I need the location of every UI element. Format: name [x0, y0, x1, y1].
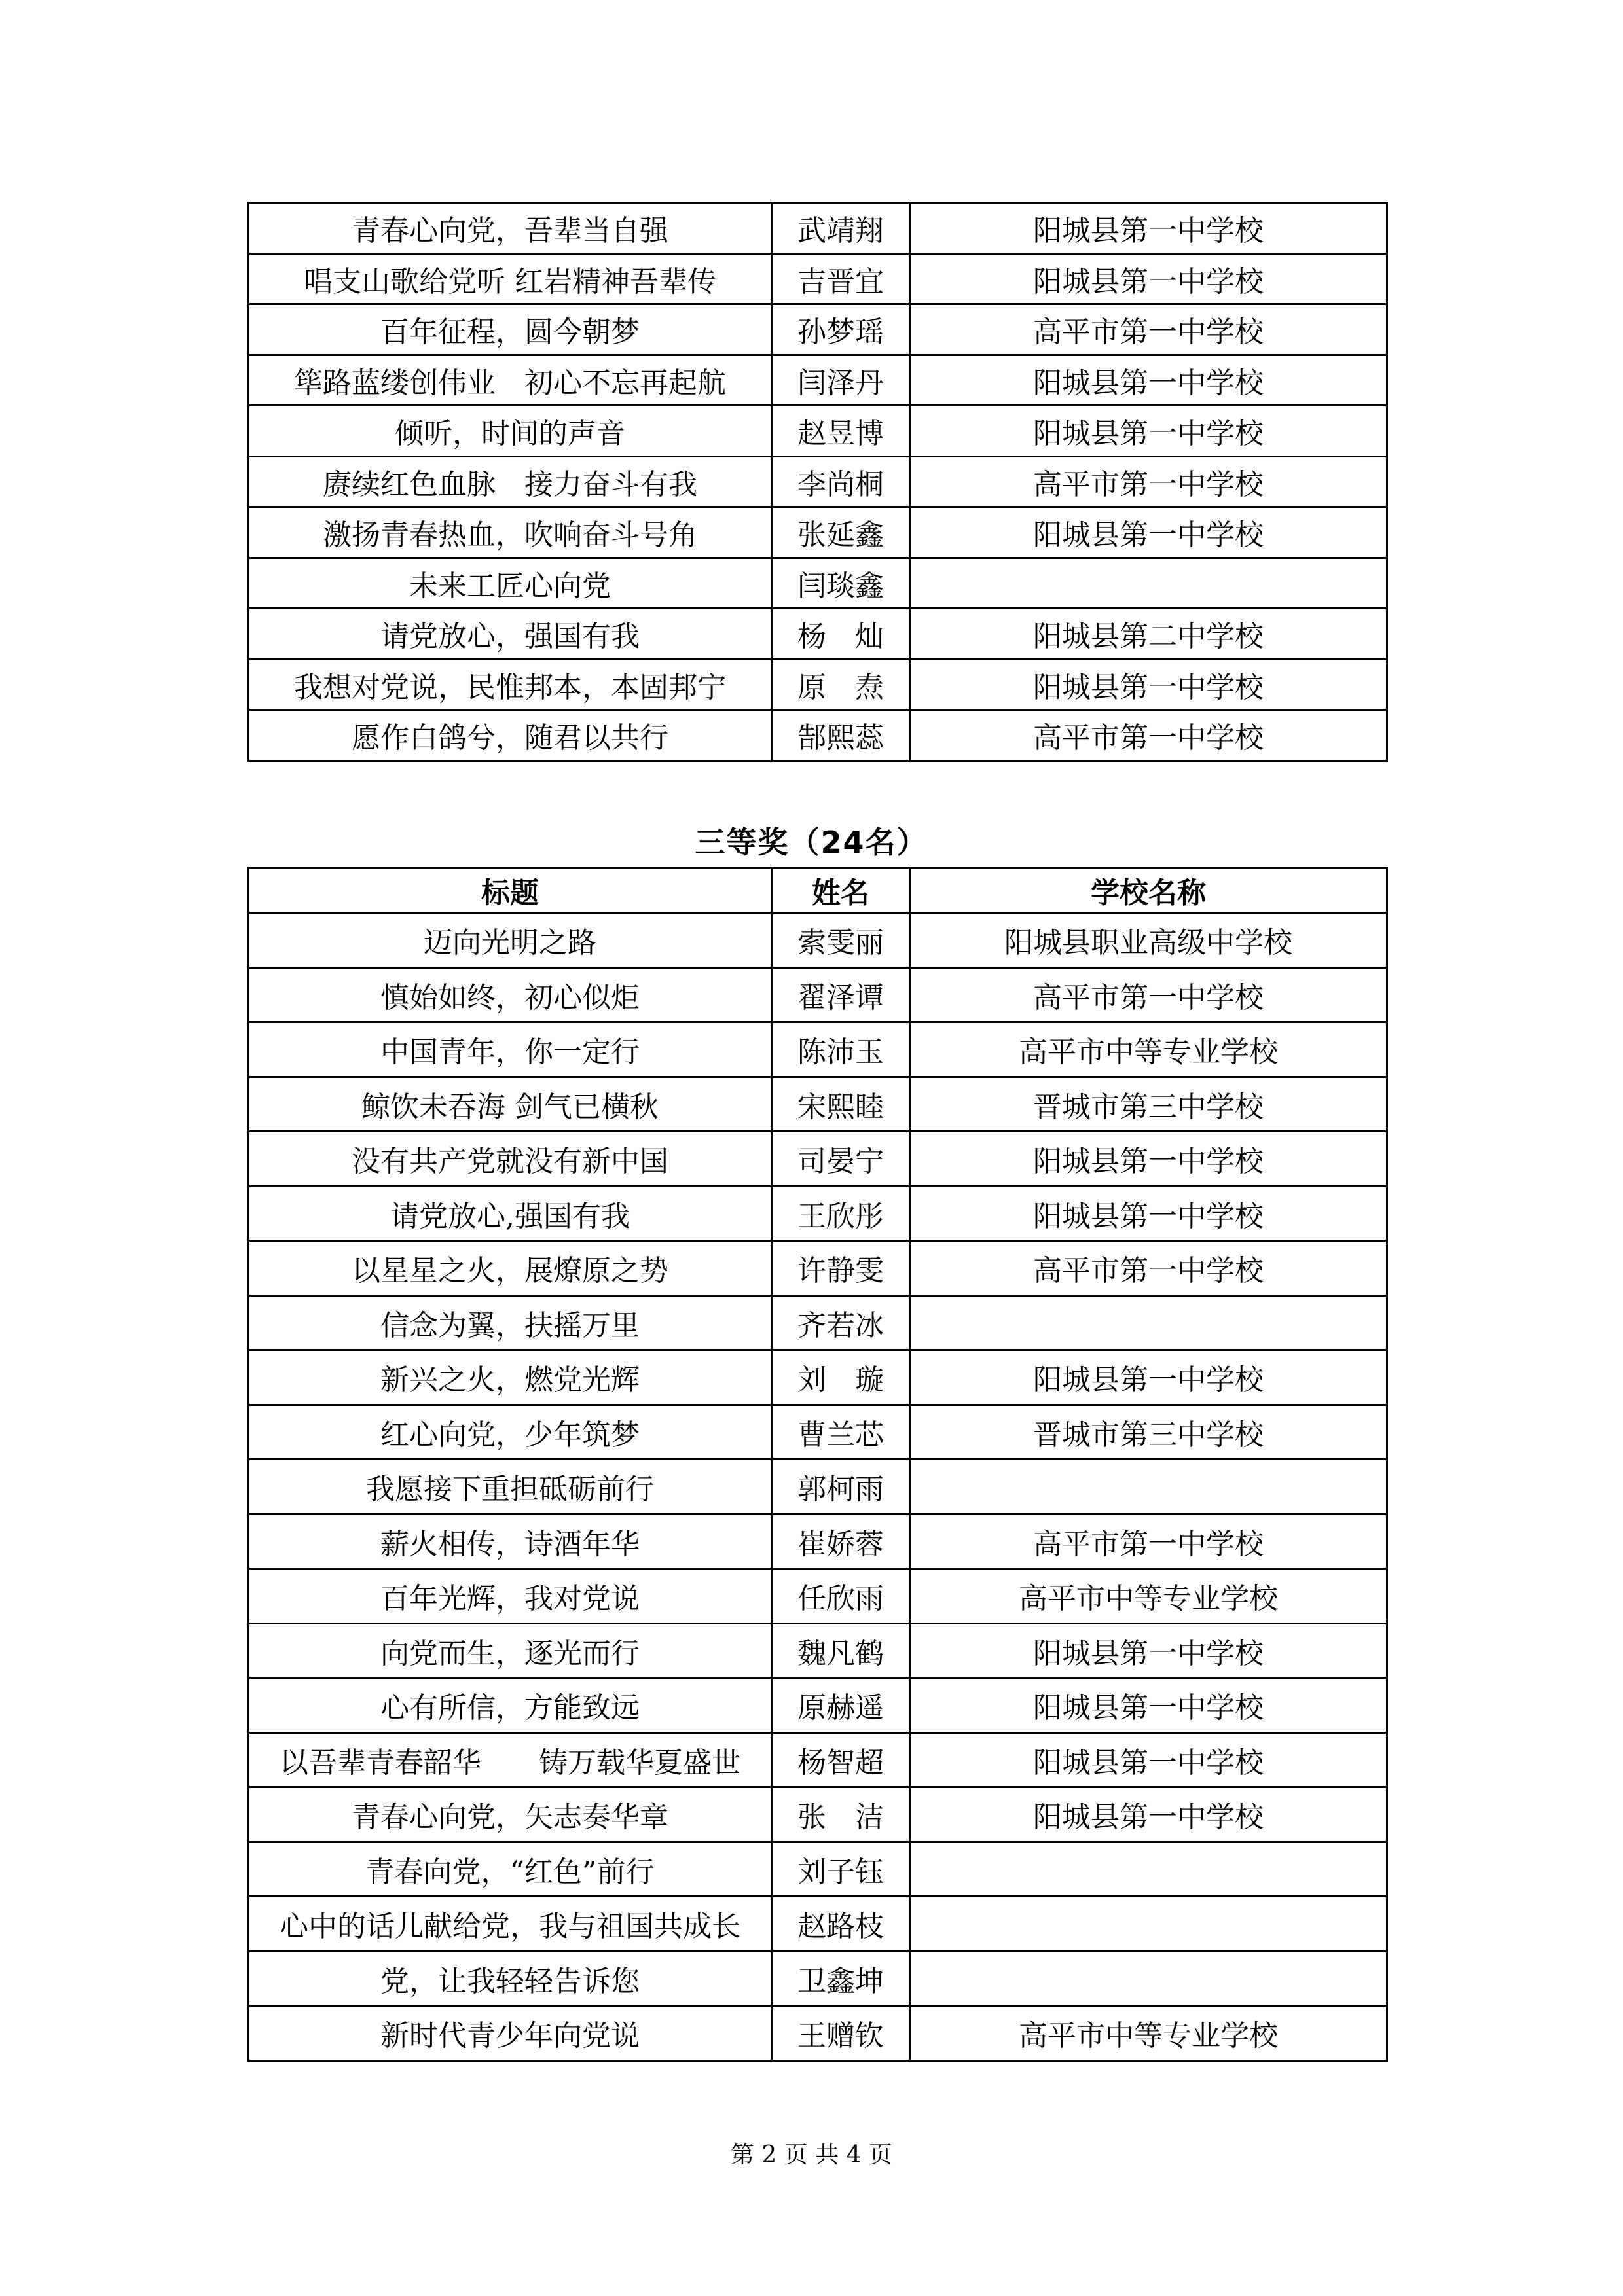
cell-name: 赵昱博 — [772, 406, 910, 457]
cell-school: 阳城县第一中学校 — [910, 253, 1387, 304]
table-row — [249, 659, 1387, 710]
table-row — [249, 1951, 1387, 2006]
cell-school — [910, 1897, 1387, 1952]
cell-school: 高平市第一中学校 — [910, 456, 1387, 507]
table-row — [249, 1678, 1387, 1733]
cell-school — [910, 1460, 1387, 1515]
cell-name: 郜熙蕊 — [772, 710, 910, 761]
table-row — [249, 203, 1387, 254]
cell-name: 刘子钰 — [772, 1842, 910, 1897]
cell-title: 以星星之火，展燎原之势 — [249, 1241, 772, 1296]
page-footer: 第 2 页 共 4 页 — [730, 2142, 893, 2168]
cell-school: 高平市中等专业学校 — [910, 1022, 1387, 1077]
cell-name: 翟泽谭 — [772, 967, 910, 1022]
cell-title: 筚路蓝缕创伟业 初心不忘再起航 — [249, 355, 772, 406]
cell-name: 许静雯 — [772, 1241, 910, 1296]
cell-school — [910, 558, 1387, 609]
cell-title: 唱支山歌给党听 红岩精神吾辈传 — [249, 253, 772, 304]
cell-name: 齐若冰 — [772, 1295, 910, 1350]
cell-name: 曹兰芯 — [772, 1405, 910, 1460]
cell-school: 阳城县第一中学校 — [910, 659, 1387, 710]
cell-title: 信念为翼，扶摇万里 — [249, 1295, 772, 1350]
cell-name: 崔娇蓉 — [772, 1514, 910, 1569]
cell-title: 激扬青春热血，吹响奋斗号角 — [249, 507, 772, 558]
table-row — [249, 1022, 1387, 1077]
cell-name: 闫琰鑫 — [772, 558, 910, 609]
award-table-continued — [247, 202, 1388, 762]
cell-school: 阳城县第一中学校 — [910, 1186, 1387, 1241]
cell-school: 晋城市第三中学校 — [910, 1405, 1387, 1460]
cell-title: 迈向光明之路 — [249, 913, 772, 968]
cell-title: 倾听，时间的声音 — [249, 406, 772, 457]
table-row — [249, 1623, 1387, 1678]
cell-school: 高平市第一中学校 — [910, 967, 1387, 1022]
table-row — [249, 967, 1387, 1022]
table-row — [249, 1186, 1387, 1241]
cell-title: 慎始如终，初心似炬 — [249, 967, 772, 1022]
cell-name: 张 洁 — [772, 1787, 910, 1842]
cell-title: 我想对党说，民惟邦本，本固邦宁 — [249, 659, 772, 710]
cell-title: 以吾辈青春韶华 铸万载华夏盛世 — [249, 1732, 772, 1787]
table-row — [249, 456, 1387, 507]
cell-title: 我愿接下重担砥砺前行 — [249, 1460, 772, 1515]
cell-school: 阳城县第一中学校 — [910, 507, 1387, 558]
third-prize-table — [247, 867, 1388, 2062]
cell-title: 青春向党，“红色”前行 — [249, 1842, 772, 1897]
cell-school: 高平市第一中学校 — [910, 1241, 1387, 1296]
cell-school: 高平市中等专业学校 — [910, 2006, 1387, 2061]
table-row — [249, 1569, 1387, 1624]
cell-school: 阳城县第一中学校 — [910, 1732, 1387, 1787]
table-row — [249, 1514, 1387, 1569]
cell-title: 请党放心,强国有我 — [249, 1186, 772, 1241]
cell-school: 高平市第一中学校 — [910, 304, 1387, 355]
cell-name: 闫泽丹 — [772, 355, 910, 406]
cell-title: 红心向党，少年筑梦 — [249, 1405, 772, 1460]
table-row — [249, 710, 1387, 761]
table-row — [249, 2006, 1387, 2061]
table-row — [249, 1897, 1387, 1952]
cell-name: 杨 灿 — [772, 609, 910, 660]
table-row — [249, 253, 1387, 304]
cell-name: 李尚桐 — [772, 456, 910, 507]
cell-title: 请党放心，强国有我 — [249, 609, 772, 660]
cell-name: 原赫遥 — [772, 1678, 910, 1733]
cell-school: 晋城市第三中学校 — [910, 1077, 1387, 1132]
cell-name: 赵路枝 — [772, 1897, 910, 1952]
cell-name: 郭柯雨 — [772, 1460, 910, 1515]
cell-name: 刘 璇 — [772, 1350, 910, 1405]
cell-school: 阳城县第一中学校 — [910, 203, 1387, 254]
cell-school: 阳城县第一中学校 — [910, 1132, 1387, 1187]
cell-name: 吉晋宜 — [772, 253, 910, 304]
cell-name: 陈沛玉 — [772, 1022, 910, 1077]
cell-school: 阳城县第一中学校 — [910, 1678, 1387, 1733]
header-name: 姓名 — [772, 868, 910, 913]
cell-school — [910, 1842, 1387, 1897]
cell-school: 阳城县第一中学校 — [910, 355, 1387, 406]
third-prize-table-body — [249, 913, 1387, 2061]
cell-name: 杨智超 — [772, 1732, 910, 1787]
cell-name: 武靖翔 — [772, 203, 910, 254]
table-row — [249, 1132, 1387, 1187]
cell-school: 阳城县第一中学校 — [910, 406, 1387, 457]
table-row — [249, 1350, 1387, 1405]
table-row — [249, 1842, 1387, 1897]
cell-name: 索雯丽 — [772, 913, 910, 968]
cell-title: 赓续红色血脉 接力奋斗有我 — [249, 456, 772, 507]
table-row — [249, 1787, 1387, 1842]
cell-school: 阳城县第一中学校 — [910, 1350, 1387, 1405]
cell-title: 未来工匠心向党 — [249, 558, 772, 609]
table-row — [249, 1077, 1387, 1132]
cell-title: 新兴之火，燃党光辉 — [249, 1350, 772, 1405]
cell-title: 青春心向党，矢志奏华章 — [249, 1787, 772, 1842]
cell-title: 百年光辉，我对党说 — [249, 1569, 772, 1624]
table-row — [249, 406, 1387, 457]
cell-title: 党，让我轻轻告诉您 — [249, 1951, 772, 2006]
award-table-continued-body — [249, 203, 1387, 761]
cell-school: 高平市第一中学校 — [910, 1514, 1387, 1569]
cell-title: 愿作白鸽兮，随君以共行 — [249, 710, 772, 761]
cell-title: 没有共产党就没有新中国 — [249, 1132, 772, 1187]
cell-title: 鲸饮未吞海 剑气已横秋 — [249, 1077, 772, 1132]
cell-name: 任欣雨 — [772, 1569, 910, 1624]
table-row — [249, 304, 1387, 355]
cell-name: 宋熙睦 — [772, 1077, 910, 1132]
cell-title: 百年征程，圆今朝梦 — [249, 304, 772, 355]
cell-title: 薪火相传，诗酒年华 — [249, 1514, 772, 1569]
cell-name: 孙梦瑶 — [772, 304, 910, 355]
header-school: 学校名称 — [910, 868, 1387, 913]
third-prize-heading: 三等奖（24名） — [695, 825, 928, 860]
cell-school: 高平市第一中学校 — [910, 710, 1387, 761]
cell-name: 原 焘 — [772, 659, 910, 710]
cell-school: 阳城县第一中学校 — [910, 1787, 1387, 1842]
cell-school — [910, 1951, 1387, 2006]
table-header-row — [249, 868, 1387, 913]
table-row — [249, 355, 1387, 406]
cell-title: 心中的话儿献给党，我与祖国共成长 — [249, 1897, 772, 1952]
table-row — [249, 507, 1387, 558]
cell-title: 青春心向党，吾辈当自强 — [249, 203, 772, 254]
table-row — [249, 609, 1387, 660]
table-row — [249, 913, 1387, 968]
cell-name: 王赠钦 — [772, 2006, 910, 2061]
cell-school: 阳城县第二中学校 — [910, 609, 1387, 660]
table-row — [249, 1460, 1387, 1515]
cell-school: 高平市中等专业学校 — [910, 1569, 1387, 1624]
cell-title: 心有所信，方能致远 — [249, 1678, 772, 1733]
table-row — [249, 1295, 1387, 1350]
cell-name: 司晏宁 — [772, 1132, 910, 1187]
cell-school: 阳城县职业高级中学校 — [910, 913, 1387, 968]
cell-name: 张延鑫 — [772, 507, 910, 558]
cell-title: 新时代青少年向党说 — [249, 2006, 772, 2061]
table-row — [249, 1732, 1387, 1787]
cell-title: 向党而生，逐光而行 — [249, 1623, 772, 1678]
cell-school — [910, 1295, 1387, 1350]
table-row — [249, 558, 1387, 609]
table-row — [249, 1241, 1387, 1296]
table-row — [249, 1405, 1387, 1460]
cell-name: 卫鑫坤 — [772, 1951, 910, 2006]
header-title: 标题 — [249, 868, 772, 913]
cell-title: 中国青年，你一定行 — [249, 1022, 772, 1077]
cell-name: 魏凡鹤 — [772, 1623, 910, 1678]
cell-school: 阳城县第一中学校 — [910, 1623, 1387, 1678]
cell-name: 王欣彤 — [772, 1186, 910, 1241]
